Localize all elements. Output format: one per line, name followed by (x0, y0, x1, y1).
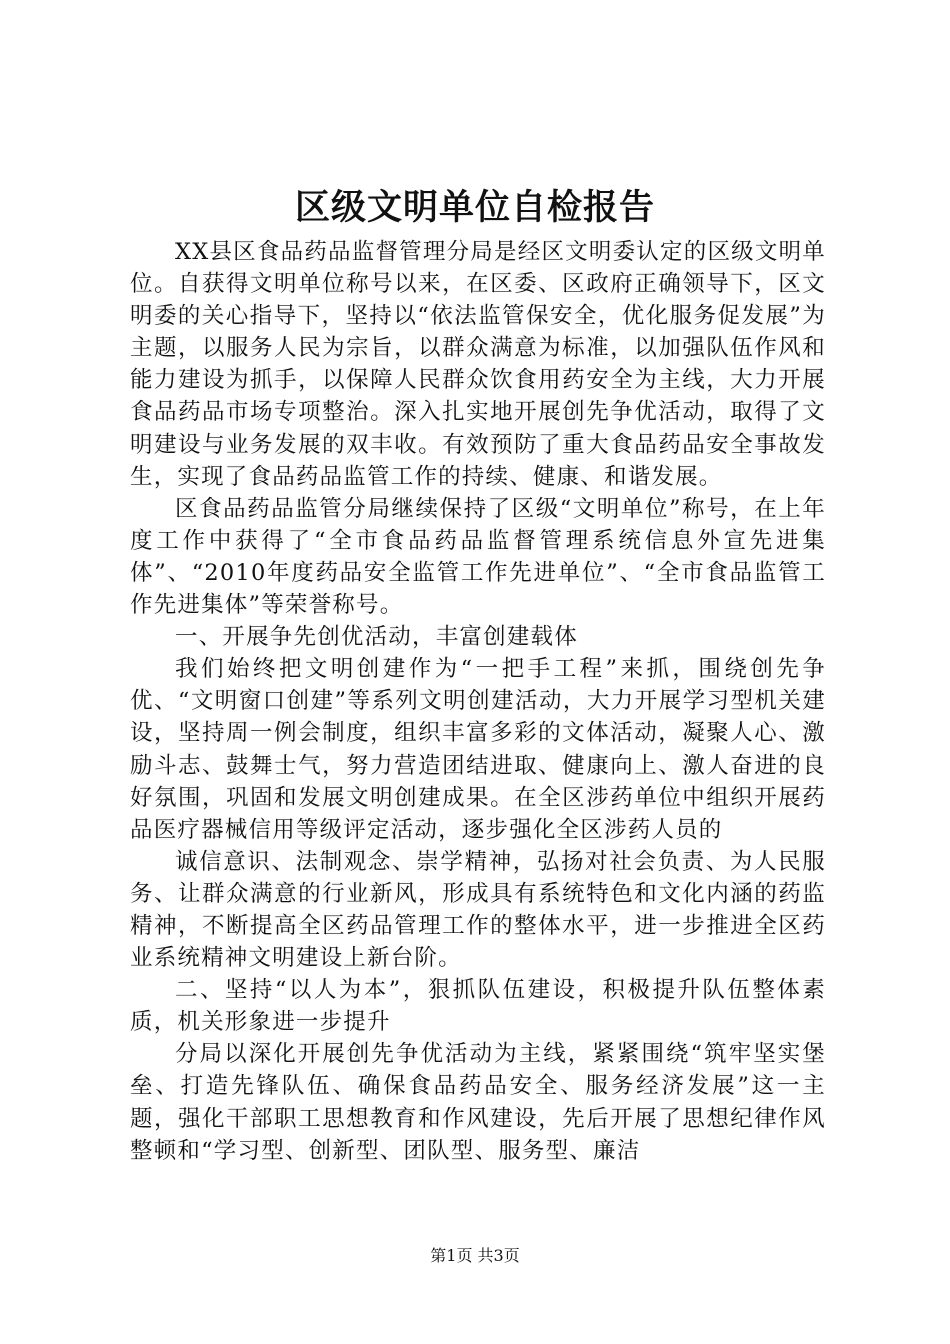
paragraph-integrity: 诚信意识、法制观念、崇学精神，弘扬对社会负责、为人民服务、让群众满意的行业新风，形成具有系统特色和文化内涵的药监精神，不断提高全区药品管理工作的整体水平，进一步推进全区药业系统精神文明建设上新台阶。 (130, 848, 826, 972)
paragraph-civilization-building: 我们始终把文明创建作为“一把手工程”来抓，围绕创先争优、“文明窗口创建”等系列文明创建活动，大力开展学习型机关建设，坚持周一例会制度，组织丰富多彩的文体活动，凝聚人心、激励斗志、鼓舞士气，努力营造团结进取、健康向上、激人奋进的良好氛围，巩固和发展文明创建成果。在全区涉药单位中组织开展药品医疗器械信用等级评定活动，逐步强化全区涉药人员的 (130, 656, 826, 843)
paragraph-intro: XX县区食品药品监督管理分局是经区文明委认定的区级文明单位。自获得文明单位称号以来，在区委、区政府正确领导下，区文明委的关心指导下，坚持以“依法监管保安全，优化服务促发展”为主题，以服务人民为宗旨，以群众满意为标准，以加强队伍作风和能力建设为抓手，以保障人民群众饮食用药安全为主线，大力开展食品药品市场专项整治。深入扎实地开展创先争优活动，取得了文明建设与业务发展的双丰收。有效预防了重大食品药品安全事故发生，实现了食品药品监管工作的持续、健康、和谐发展。 (130, 239, 826, 490)
paragraph-team-building: 分局以深化开展创先争优活动为主线，紧紧围绕“筑牢坚实堡垒、打造先锋队伍、确保食品药品安全、服务经济发展”这一主题，强化干部职工思想教育和作风建设，先后开展了思想纪律作风整顿和“学习型、创新型、团队型、服务型、廉洁 (130, 1041, 826, 1164)
document-title: 区级文明单位自检报告 (294, 187, 655, 228)
document-body (130, 236, 826, 1167)
paragraph-honors: 区食品药品监管分局继续保持了区级“文明单位”称号，在上年度工作中获得了“全市食品药品监督管理系统信息外宣先进集体”、“2010年度药品安全监管工作先进单位”、“全市食品监管工作先进集体”等荣誉称号。 (130, 495, 826, 619)
section-heading-1: 一、开展争先创优活动，丰富创建载体 (175, 624, 578, 651)
section-heading-2: 二、坚持“以人为本”，狠抓队伍建设，积极提升队伍整体素质，机关形象进一步提升 (130, 977, 826, 1036)
page-number-footer: 第1页 共3页 (430, 1246, 520, 1265)
